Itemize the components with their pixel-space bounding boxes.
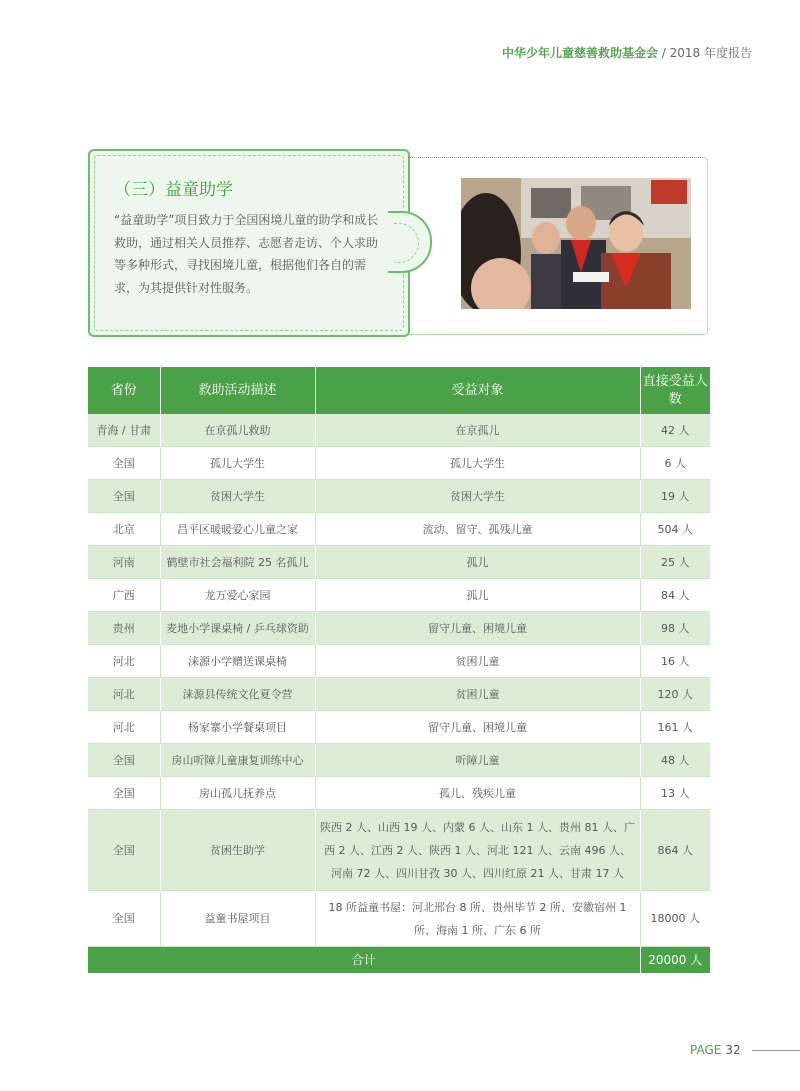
table-row [88,678,710,711]
cell-beneficiary: 留守儿童、困境儿童 [315,711,640,744]
cell-count: 13 人 [640,777,710,810]
cell-count: 25 人 [640,546,710,579]
cell-beneficiary: 贫困儿童 [315,645,640,678]
table-row [88,414,710,447]
cell-count: 504 人 [640,513,710,546]
cell-beneficiary: 18 所益童书屋：河北邢台 8 所、贵州毕节 2 所、安徽宿州 1 所、海南 1 所、广东 6 所 [315,891,640,947]
cell-province: 河北 [88,645,160,678]
cell-activity: 杨家寨小学餐桌项目 [160,711,315,744]
page-footer [690,1043,741,1057]
cell-province: 全国 [88,744,160,777]
table-row [88,480,710,513]
cell-province: 全国 [88,777,160,810]
cell-province: 河北 [88,711,160,744]
table-row [88,579,710,612]
cell-beneficiary: 听障儿童 [315,744,640,777]
table-header-row [88,367,710,414]
cell-activity: 鹤壁市社会福利院 25 名孤儿 [160,546,315,579]
cell-count: 19 人 [640,480,710,513]
table-row [88,744,710,777]
photo-illustration [461,178,691,309]
cell-activity: 房山孤儿抚养点 [160,777,315,810]
col-activity: 救助活动描述 [160,367,315,414]
cell-beneficiary: 孤儿大学生 [315,447,640,480]
footer-rule [752,1050,800,1051]
table-row [88,777,710,810]
section-title: （三）益童助学 [114,180,233,200]
table-row [88,645,710,678]
cell-count: 120 人 [640,678,710,711]
cell-count: 48 人 [640,744,710,777]
cell-activity: 龙万爱心家园 [160,579,315,612]
cell-beneficiary: 留守儿童、困境儿童 [315,612,640,645]
header-separator: / [657,46,670,60]
cell-count: 98 人 [640,612,710,645]
table-row [88,711,710,744]
cell-beneficiary: 贫困儿童 [315,678,640,711]
cell-count: 42 人 [640,414,710,447]
cell-activity: 在京孤儿救助 [160,414,315,447]
cell-province: 河南 [88,546,160,579]
table-row [88,810,710,891]
cell-activity: 贫困大学生 [160,480,315,513]
intro-card [88,149,710,339]
cell-activity: 涞源小学赠送课桌椅 [160,645,315,678]
cell-beneficiary: 孤儿 [315,546,640,579]
col-beneficiary: 受益对象 [315,367,640,414]
beneficiary-table [88,367,710,973]
cell-activity: 贫困生助学 [160,810,315,891]
total-label: 合计 [88,947,640,974]
cell-count: 864 人 [640,810,710,891]
cell-count: 84 人 [640,579,710,612]
cell-count: 18000 人 [640,891,710,947]
page-number: 32 [725,1043,741,1057]
cell-activity: 益童书屋项目 [160,891,315,947]
table-row [88,546,710,579]
section-description: “益童助学”项目致力于全国困境儿童的助学和成长救助，通过相关人员推荐、志愿者走访、个人求助等多种形式，寻找困境儿童，根据他们各自的需求，为其提供针对性服务。 [114,213,379,295]
col-province: 省份 [88,367,160,414]
cell-province: 全国 [88,447,160,480]
table-row [88,612,710,645]
table-row [88,447,710,480]
cell-province: 全国 [88,480,160,513]
page-label: PAGE [690,1043,722,1057]
cell-beneficiary: 孤儿、残疾儿童 [315,777,640,810]
total-row [88,947,710,974]
cell-province: 贵州 [88,612,160,645]
cell-province: 青海 / 甘肃 [88,414,160,447]
tab-notch-inner [394,223,419,263]
cell-activity: 麦地小学课桌椅 / 乒乓球资助 [160,612,315,645]
cell-activity: 昌平区暖暖爱心儿童之家 [160,513,315,546]
table-row [88,513,710,546]
cell-beneficiary: 孤儿 [315,579,640,612]
cell-count: 16 人 [640,645,710,678]
cell-province: 广西 [88,579,160,612]
cell-province: 河北 [88,678,160,711]
cell-province: 北京 [88,513,160,546]
cell-count: 161 人 [640,711,710,744]
org-name: 中华少年儿童慈善救助基金会 [501,46,658,60]
cell-activity: 涞源县传统文化夏令营 [160,678,315,711]
cell-activity: 房山听障儿童康复训练中心 [160,744,315,777]
cell-count: 6 人 [640,447,710,480]
cell-beneficiary: 贫困大学生 [315,480,640,513]
cell-beneficiary: 陕西 2 人、山西 19 人、内蒙 6 人、山东 1 人、贵州 81 人、广西 2 人、江西 2 人、陕西 1 人、河北 121 人、云南 496 人、河南 72 人、四川甘孜 30 人、四川红原 21 人、甘肃 17 人 [315,810,640,891]
col-count: 直接受益人数 [640,367,710,414]
page-header [502,44,752,61]
cell-activity: 孤儿大学生 [160,447,315,480]
cell-province: 全国 [88,891,160,947]
total-count: 20000 人 [640,947,710,974]
cell-beneficiary: 流动、留守、孤残儿童 [315,513,640,546]
report-name: 2018 年度报告 [669,46,752,60]
table-row [88,891,710,947]
project-photo [461,178,691,309]
cell-beneficiary: 在京孤儿 [315,414,640,447]
cell-province: 全国 [88,810,160,891]
